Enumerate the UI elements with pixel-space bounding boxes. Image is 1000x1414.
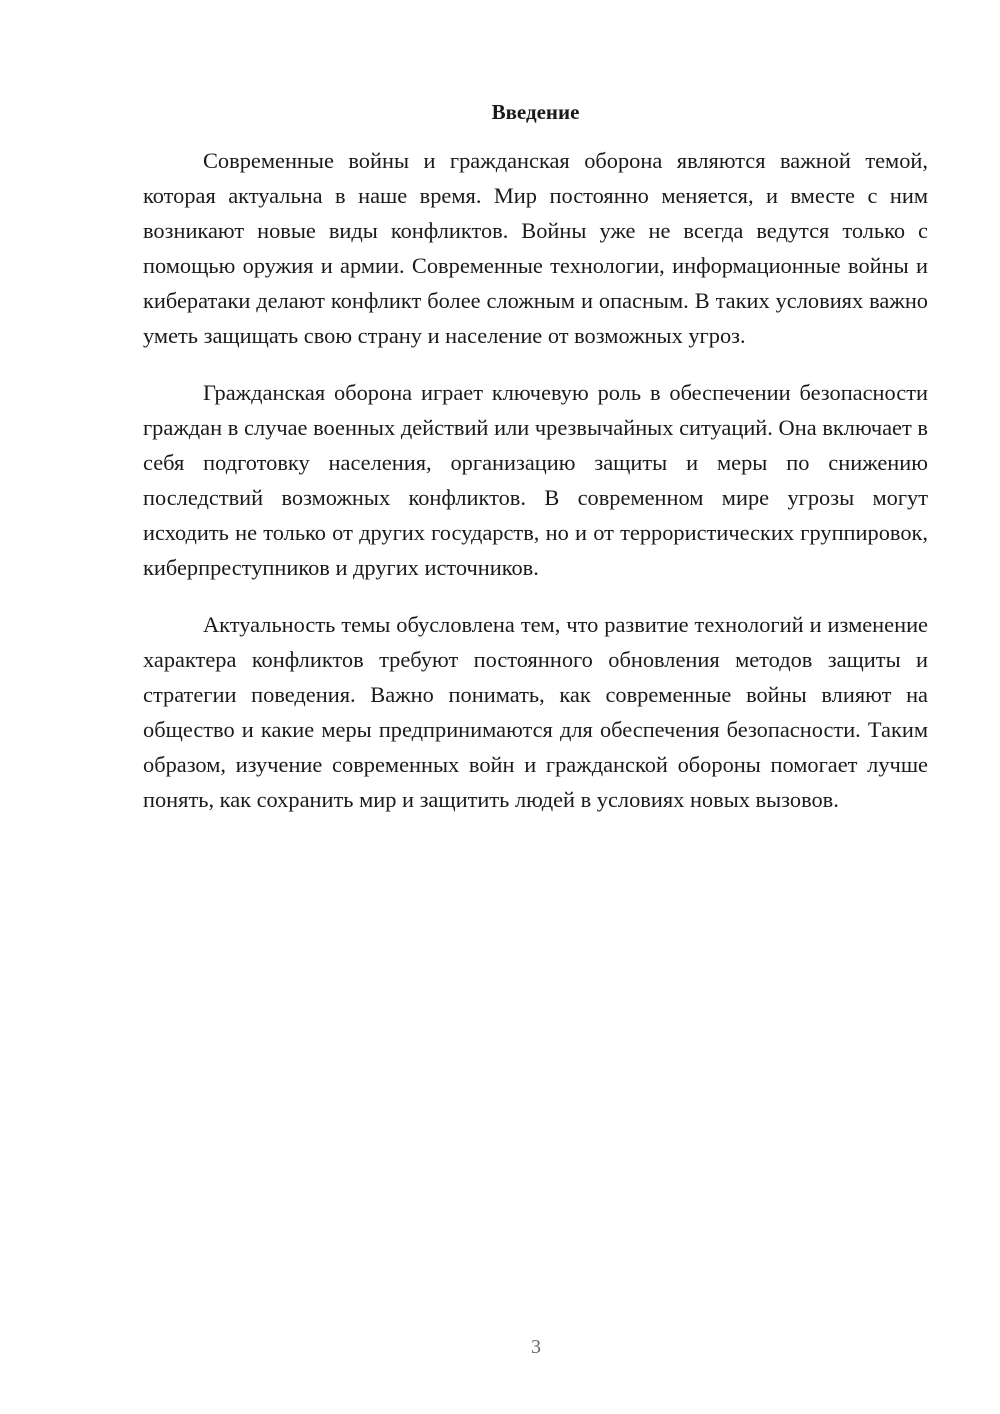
paragraph: Современные войны и гражданская оборона являются важной темой, которая актуальна в наше время. Мир постоянно меняется, и вместе с ним возникают новые виды конфликтов. Войны уже не всегда ведутся только с помощью оружия и армии. Современные технологии, информационные войны и кибератаки делают конфликт более сложным и опасным. В таких условиях важно уметь защищать свою страну и население от возможных угроз. — [143, 148, 928, 348]
paragraph: Гражданская оборона играет ключевую роль в обеспечении безопасности граждан в случае военных действий или чрезвычайных ситуаций. Она включает в себя подготовку населения, организацию защиты и меры по снижению последствий возможных конфликтов. В современном мире угрозы могут исходить не только от других государств, но и от террористических группировок, киберпреступников и других источников. — [143, 380, 928, 580]
body-text — [143, 143, 928, 817]
page-number: 3 — [531, 1336, 541, 1358]
section-title: Введение — [491, 100, 580, 124]
paragraph: Актуальность темы обусловлена тем, что развитие технологий и изменение характера конфликтов требуют постоянного обновления методов защиты и стратегии поведения. Важно понимать, как современные войны влияют на общество и какие меры предпринимаются для обеспечения безопасности. Таким образом, изучение современных войн и гражданской обороны помогает лучше понять, как сохранить мир и защитить людей в условиях новых вызовов. — [143, 612, 928, 812]
